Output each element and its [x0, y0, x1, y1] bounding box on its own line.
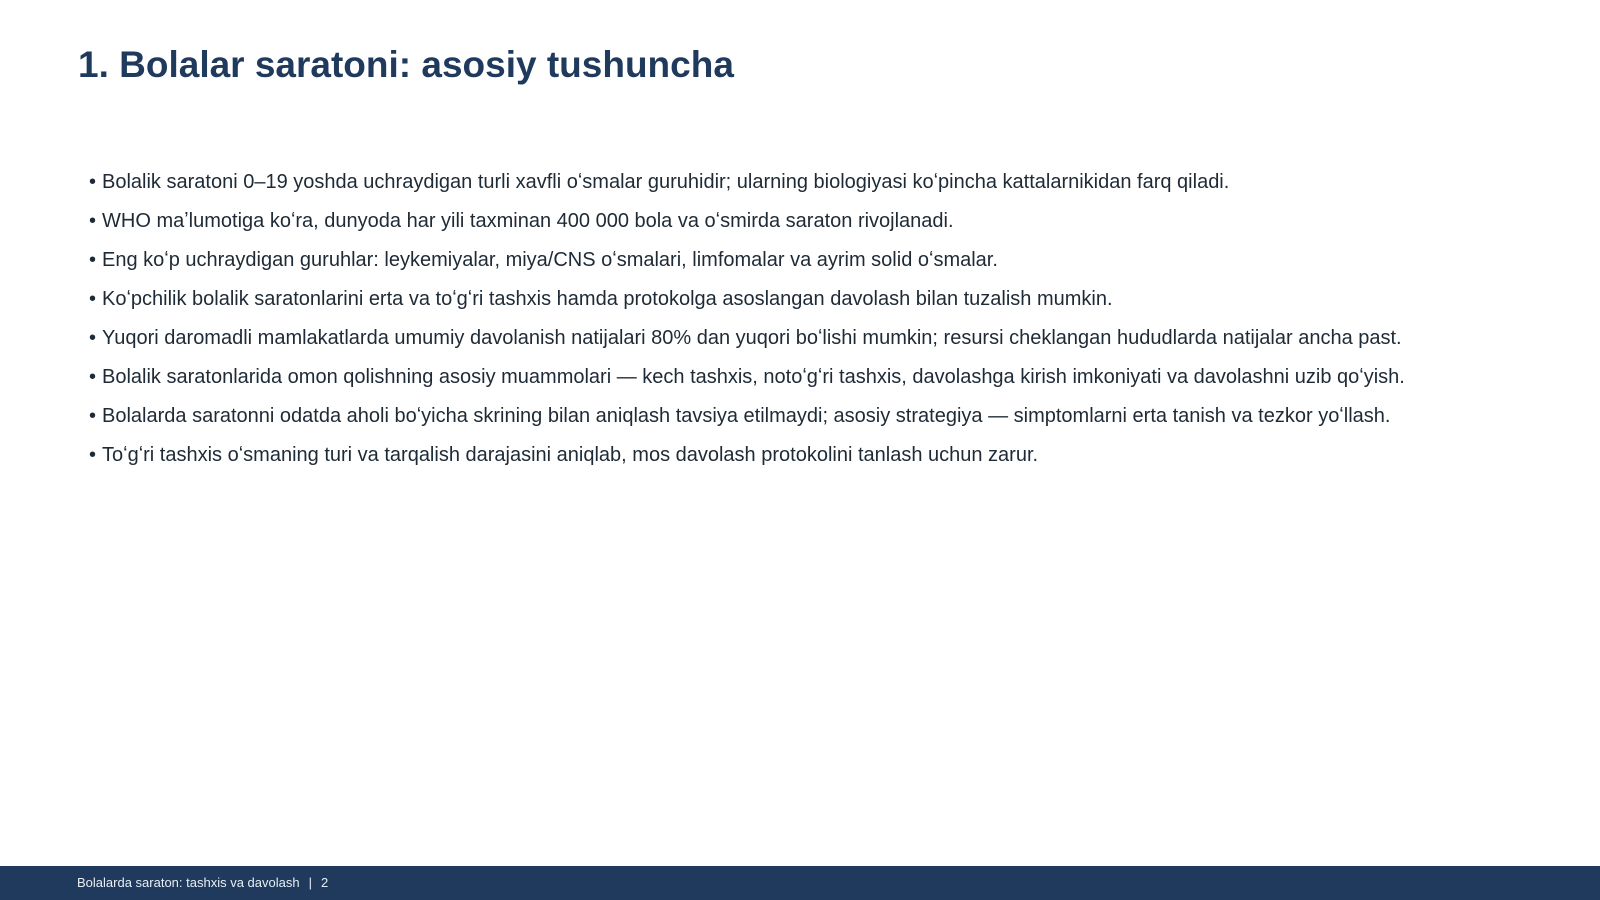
bullet-text: Eng koʻp uchraydigan guruhlar: leykemiyalar, miya/CNS oʻsmalari, limfomalar va ayrim solid oʻsmalar. — [102, 249, 998, 271]
bullet-text: Bolalik saratoni 0–19 yoshda uchraydigan turli xavfli oʻsmalar guruhidir; ularning biologiyasi koʻpincha kattalarnikidan farq qiladi. — [102, 171, 1230, 193]
bullet-item — [89, 168, 1499, 196]
bullet-dot: • — [89, 444, 97, 466]
footer-presentation-title: Bolalarda saraton: tashxis va davolash — [77, 875, 300, 890]
bullet-item — [89, 441, 1499, 469]
bullet-text: Bolalik saratonlarida omon qolishning asosiy muammolari — kech tashxis, notoʻgʻri tashxis, davolashga kirish imkoniyati va davolashni uzib qoʻyish. — [102, 366, 1405, 388]
bullet-dot: • — [89, 327, 97, 349]
bullet-dot: • — [89, 210, 97, 232]
bullet-item — [89, 363, 1499, 391]
bullet-dot: • — [89, 405, 97, 427]
bullet-dot: • — [89, 171, 97, 193]
bullet-item — [89, 402, 1499, 430]
bullet-list — [89, 168, 1499, 480]
bullet-item — [89, 285, 1499, 313]
bullet-item — [89, 207, 1499, 235]
bullet-dot: • — [89, 288, 97, 310]
bullet-dot: • — [89, 366, 97, 388]
bullet-item — [89, 324, 1499, 352]
bullet-text: Koʻpchilik bolalik saratonlarini erta va toʻgʻri tashxis hamda protokolga asoslangan davolash bilan tuzalish mumkin. — [102, 288, 1113, 310]
footer-bar — [0, 866, 1600, 900]
bullet-item — [89, 246, 1499, 274]
footer-text — [77, 875, 328, 890]
bullet-dot: • — [89, 249, 97, 271]
footer-separator: | — [308, 875, 312, 890]
bullet-text: WHO maʼlumotiga koʻra, dunyoda har yili taxminan 400 000 bola va oʻsmirda saraton rivojlanadi. — [102, 210, 954, 232]
bullet-text: Toʻgʻri tashxis oʻsmaning turi va tarqalish darajasini aniqlab, mos davolash protokolini tanlash uchun zarur. — [102, 444, 1039, 466]
slide-title: 1. Bolalar saratoni: asosiy tushuncha — [78, 44, 734, 85]
page-number: 2 — [320, 875, 329, 890]
bullet-text: Bolalarda saratonni odatda aholi boʻyicha skrining bilan aniqlash tavsiya etilmaydi; asosiy strategiya — simptomlarni erta tanish va tezkor yoʻllash. — [102, 405, 1391, 427]
bullet-text: Yuqori daromadli mamlakatlarda umumiy davolanish natijalari 80% dan yuqori boʻlishi mumkin; resursi cheklangan hududlarda natijalar ancha past. — [102, 327, 1402, 349]
